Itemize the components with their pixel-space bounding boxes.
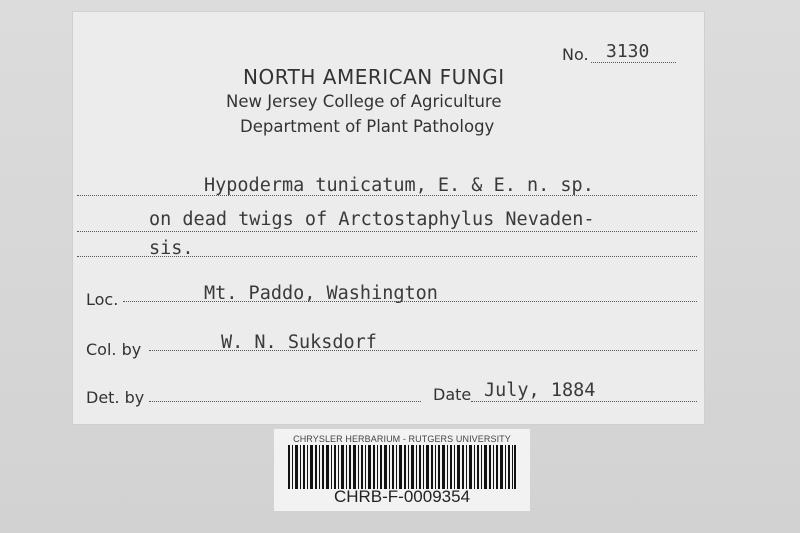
specimen-number: 3130 — [606, 41, 650, 62]
institution-name: New Jersey College of Agriculture — [226, 92, 502, 111]
determiner-label: Det. by — [86, 388, 145, 407]
locality-label: Loc. — [86, 290, 119, 309]
substrate-text: on dead twigs of Arctostaphylus Nevaden- — [149, 209, 595, 230]
date-value: July, 1884 — [484, 380, 596, 401]
number-line — [591, 62, 676, 63]
locality-value: Mt. Paddo, Washington — [204, 283, 438, 304]
herbarium-name: CHRYSLER HERBARIUM - RUTGERS UNIVERSITY — [293, 434, 511, 444]
collector-value: W. N. Suksdorf — [221, 332, 377, 353]
date-label: Date — [433, 385, 472, 404]
barcode-icon — [288, 445, 516, 489]
label-title: NORTH AMERICAN FUNGI — [243, 65, 505, 89]
specimen-label — [73, 12, 704, 424]
barcode-label — [274, 429, 530, 511]
substrate-text-cont: sis. — [149, 238, 194, 259]
number-prefix: No. — [562, 45, 589, 64]
determiner-line — [149, 401, 421, 402]
date-line — [471, 401, 697, 402]
specimen-name: Hypoderma tunicatum, E. & E. n. sp. — [204, 175, 594, 196]
catalog-number: CHRB-F-0009354 — [333, 487, 471, 506]
department-name: Department of Plant Pathology — [240, 117, 495, 136]
specimen-line-2 — [77, 231, 697, 232]
collector-label: Col. by — [86, 340, 142, 359]
